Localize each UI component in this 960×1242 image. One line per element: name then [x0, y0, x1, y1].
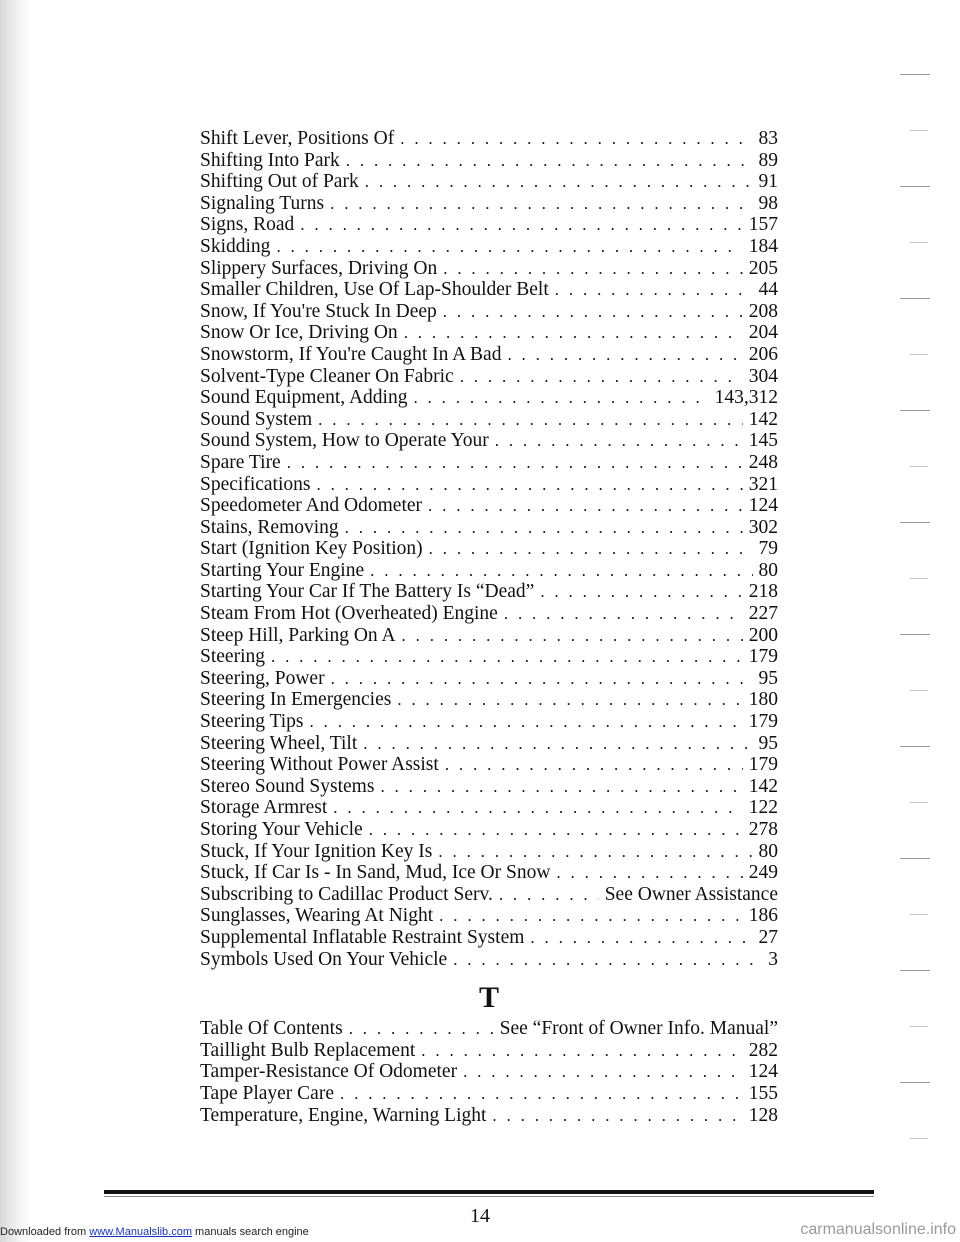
- index-term: Steering Wheel, Tilt: [200, 732, 358, 754]
- bottom-rule: [104, 1190, 874, 1194]
- dot-leader: [300, 214, 742, 236]
- thumb-tab-mark: [900, 298, 930, 299]
- index-page-ref: 91: [758, 171, 778, 193]
- download-prefix: Downloaded from: [0, 1226, 87, 1238]
- dot-leader: [345, 517, 743, 539]
- index-page-ref: 124: [748, 1061, 778, 1083]
- index-page-ref: See “Front of Owner Info. Manual”: [499, 1018, 778, 1040]
- dot-leader: [346, 150, 753, 172]
- dot-leader: [555, 279, 753, 301]
- index-term: Starting Your Car If The Battery Is “Dead”: [200, 581, 535, 603]
- dot-leader: [333, 797, 742, 819]
- index-term: Table Of Contents: [200, 1018, 343, 1040]
- dot-leader: [271, 646, 743, 668]
- index-entry: [200, 344, 778, 366]
- index-page-ref: 282: [748, 1039, 778, 1061]
- index-entry: [200, 128, 778, 150]
- dot-leader: [380, 776, 742, 798]
- index-page-ref: 278: [748, 819, 778, 840]
- index-term: Taillight Bulb Replacement: [200, 1039, 416, 1061]
- index-term: Starting Your Engine: [200, 559, 365, 581]
- dot-leader: [540, 581, 742, 603]
- dot-leader: [400, 128, 752, 150]
- index-entry: [200, 452, 778, 474]
- index-page-ref: 95: [758, 732, 778, 754]
- index-entry: [200, 905, 778, 927]
- thumb-tab-mark: [900, 74, 930, 75]
- index-page-ref: 44: [758, 279, 778, 301]
- index-page-ref: 80: [758, 840, 778, 862]
- index-entry: [200, 430, 778, 452]
- index-page-ref: 27: [758, 926, 778, 948]
- index-entry: [200, 279, 778, 301]
- index-page-ref: 180: [748, 689, 778, 711]
- download-footer: [0, 1226, 309, 1238]
- index-page-ref: 304: [748, 365, 778, 387]
- index-entry: [200, 603, 778, 625]
- index-entry: [200, 625, 778, 647]
- dot-leader: [340, 1083, 743, 1105]
- index-term: Spare Tire: [200, 451, 281, 473]
- thumb-tab-mark: [910, 354, 928, 355]
- index-page-ref: 3: [768, 948, 778, 970]
- index-entry: [200, 409, 778, 431]
- dot-leader: [504, 603, 743, 625]
- index-page-ref: 302: [748, 516, 778, 538]
- watermark: carmanualsonline.info: [800, 1221, 956, 1238]
- index-page-ref: 204: [748, 322, 778, 344]
- dot-leader: [287, 452, 743, 474]
- thumb-tab-mark: [910, 1026, 928, 1027]
- dot-leader: [439, 905, 743, 927]
- page-number: 14: [470, 1205, 490, 1227]
- index-term: Steering In Emergencies: [200, 689, 392, 711]
- thumb-tab-mark: [900, 1082, 930, 1083]
- index-term: Sunglasses, Wearing At Night: [200, 905, 434, 927]
- index-entry: [200, 171, 778, 193]
- dot-leader: [443, 301, 743, 323]
- index-term: Shifting Out of Park: [200, 171, 359, 193]
- index-page-ref: 142: [748, 775, 778, 797]
- index-entry: [200, 646, 778, 668]
- index-term: Steep Hill, Parking On A: [200, 624, 396, 646]
- dot-leader: [492, 1105, 742, 1127]
- dot-leader: [276, 236, 742, 258]
- index-term: Shift Lever, Positions Of: [200, 128, 395, 149]
- index-page-ref: 157: [748, 214, 778, 236]
- dot-leader: [370, 560, 752, 582]
- index-page-ref: 143,312: [714, 387, 778, 409]
- thumb-tab-mark: [900, 858, 930, 859]
- index-page-ref: 205: [748, 257, 778, 279]
- thumb-tab-mark: [910, 130, 928, 131]
- index-page-ref: 142: [748, 408, 778, 430]
- page-binding-edge: [0, 0, 32, 1242]
- index-page-ref: 227: [748, 603, 778, 625]
- dot-leader: [499, 884, 599, 906]
- index-term: Stuck, If Car Is - In Sand, Mud, Ice Or Snow: [200, 862, 551, 884]
- index-page-ref: 186: [748, 905, 778, 927]
- index-term: Snow, If You're Stuck In Deep: [200, 300, 437, 322]
- index-entry: [200, 474, 778, 496]
- index-page-ref: 200: [748, 624, 778, 646]
- dot-leader: [438, 841, 752, 863]
- dot-leader: [318, 409, 743, 431]
- manualslib-link[interactable]: www.Manualslib.com: [89, 1226, 192, 1238]
- index-page-ref: 145: [748, 430, 778, 452]
- thumb-tab-mark: [910, 242, 928, 243]
- thumb-tab-mark: [900, 634, 930, 635]
- index-page-ref: 95: [758, 667, 778, 689]
- index-entry: [200, 1105, 778, 1127]
- index-term: Stereo Sound Systems: [200, 775, 375, 797]
- index-term: Storage Armrest: [200, 797, 328, 819]
- dot-leader: [404, 322, 743, 344]
- index-term: Speedometer And Odometer: [200, 495, 423, 517]
- index-term: Signs, Road: [200, 214, 295, 236]
- index-page-ref: 248: [748, 451, 778, 473]
- index-term: Steering Without Power Assist: [200, 754, 439, 776]
- index-entry: [200, 581, 778, 603]
- index-entry: [200, 733, 778, 755]
- dot-leader: [495, 430, 743, 452]
- index-page-ref: 79: [758, 538, 778, 560]
- dot-leader: [402, 625, 743, 647]
- index-page-ref: 184: [748, 235, 778, 257]
- index-entry: [200, 841, 778, 863]
- index-entry: [200, 884, 778, 906]
- index-page-ref: 179: [748, 711, 778, 733]
- dot-leader: [453, 949, 762, 971]
- thumb-tab-mark: [910, 690, 928, 691]
- index-page-ref: 249: [748, 862, 778, 884]
- dot-leader: [413, 387, 708, 409]
- index-term: Stains, Removing: [200, 516, 339, 538]
- dot-leader: [316, 474, 742, 496]
- index-page-ref: 179: [748, 646, 778, 668]
- section-letter: T: [478, 981, 499, 1015]
- dot-leader: [428, 495, 743, 517]
- index-entry: [200, 689, 778, 711]
- index-entry: [200, 1018, 778, 1040]
- index-term: Supplemental Inflatable Restraint System: [200, 926, 525, 948]
- index-entry: [200, 1040, 778, 1062]
- dot-leader: [330, 193, 752, 215]
- index-entry: [200, 560, 778, 582]
- dot-leader: [530, 927, 752, 949]
- index-page-ref: 124: [748, 495, 778, 517]
- index-entry: [200, 214, 778, 236]
- index-page-ref: See Owner Assistance: [604, 883, 778, 905]
- index-page-ref: 218: [748, 581, 778, 603]
- dot-leader: [363, 733, 752, 755]
- index-term: Snowstorm, If You're Caught In A Bad: [200, 343, 502, 365]
- dot-leader: [310, 711, 743, 733]
- index-term: Temperature, Engine, Warning Light: [200, 1104, 487, 1126]
- dot-leader: [460, 366, 743, 388]
- dot-leader: [507, 344, 742, 366]
- index-entry: [200, 322, 778, 344]
- index-term: Steering, Power: [200, 667, 325, 689]
- dot-leader: [445, 754, 743, 776]
- index-term: Signaling Turns: [200, 192, 325, 214]
- index-entry: [200, 819, 778, 841]
- index-entry: [200, 495, 778, 517]
- thumb-tab-mark: [900, 186, 930, 187]
- index-entry: [200, 1061, 778, 1083]
- index-term: Steering: [200, 646, 265, 668]
- thumb-tab-mark: [910, 802, 928, 803]
- index-entry: [200, 754, 778, 776]
- index-entry: [200, 193, 778, 215]
- index-thumb-tabs: [900, 60, 940, 1200]
- index-term: Sound Equipment, Adding: [200, 387, 408, 409]
- index-page-ref: 98: [758, 192, 778, 214]
- dot-leader: [331, 668, 753, 690]
- index-term: Specifications: [200, 473, 311, 495]
- index-term: Shifting Into Park: [200, 149, 340, 171]
- index-entry: [200, 927, 778, 949]
- index-term: Smaller Children, Use Of Lap-Shoulder Belt: [200, 279, 549, 301]
- index-page-ref: 128: [748, 1104, 778, 1126]
- index-entry: [200, 949, 778, 971]
- index-entry: [200, 862, 778, 884]
- thumb-tab-mark: [910, 578, 928, 579]
- index-entry: [200, 711, 778, 733]
- index-page-ref: 122: [748, 797, 778, 819]
- index-term: Start (Ignition Key Position): [200, 538, 423, 560]
- thumb-tab-mark: [900, 746, 930, 747]
- thumb-tab-mark: [900, 410, 930, 411]
- index-entry: [200, 258, 778, 280]
- dot-leader: [397, 689, 742, 711]
- dot-leader: [349, 1018, 494, 1040]
- index-page-ref: 206: [748, 343, 778, 365]
- index-term: Skidding: [200, 235, 271, 257]
- thumb-tab-mark: [910, 914, 928, 915]
- index-entry: [200, 776, 778, 798]
- dot-leader: [556, 862, 742, 884]
- index-term: Tape Player Care: [200, 1082, 334, 1104]
- thumb-tab-mark: [910, 1138, 928, 1139]
- index-page-ref: 80: [758, 559, 778, 581]
- index-page-ref: 179: [748, 754, 778, 776]
- index-entry: [200, 150, 778, 172]
- index-term: Symbols Used On Your Vehicle: [200, 948, 448, 970]
- thumb-tab-mark: [910, 466, 928, 467]
- index-term: Sound System, How to Operate Your: [200, 430, 489, 452]
- dot-leader: [443, 258, 743, 280]
- thumb-tab-mark: [900, 970, 930, 971]
- index-term: Stuck, If Your Ignition Key Is: [200, 840, 433, 862]
- index-entry: [200, 797, 778, 819]
- index-entry: [200, 366, 778, 388]
- index-page-ref: 321: [748, 473, 778, 495]
- index-term: Solvent-Type Cleaner On Fabric: [200, 365, 454, 387]
- index-entry: [200, 236, 778, 258]
- index-term: Storing Your Vehicle: [200, 819, 363, 840]
- index-term: Sound System: [200, 408, 313, 430]
- index-page-ref: 155: [748, 1082, 778, 1104]
- dot-leader: [365, 171, 753, 193]
- index-entry: [200, 517, 778, 539]
- index-term: Slippery Surfaces, Driving On: [200, 257, 438, 279]
- index-term: Snow Or Ice, Driving On: [200, 322, 398, 344]
- bottom-rule-thin: [104, 1196, 874, 1197]
- index-list: [200, 128, 778, 1126]
- dot-leader: [463, 1061, 743, 1083]
- index-page-ref: 208: [748, 300, 778, 322]
- index-term: Steering Tips: [200, 711, 304, 733]
- index-term: Tamper-Resistance Of Odometer: [200, 1061, 458, 1083]
- index-term: Subscribing to Cadillac Product Serv.: [200, 883, 493, 905]
- index-page-ref: 83: [758, 128, 778, 149]
- thumb-tab-mark: [900, 522, 930, 523]
- dot-leader: [421, 1040, 742, 1062]
- index-term: Steam From Hot (Overheated) Engine: [200, 603, 498, 625]
- index-entry: [200, 301, 778, 323]
- download-suffix: manuals search engine: [195, 1226, 309, 1238]
- dot-leader: [429, 538, 753, 560]
- index-entry: [200, 538, 778, 560]
- index-entry: [200, 1083, 778, 1105]
- index-entry: [200, 387, 778, 409]
- dot-leader: [369, 819, 743, 841]
- index-page-ref: 89: [758, 149, 778, 171]
- index-entry: [200, 668, 778, 690]
